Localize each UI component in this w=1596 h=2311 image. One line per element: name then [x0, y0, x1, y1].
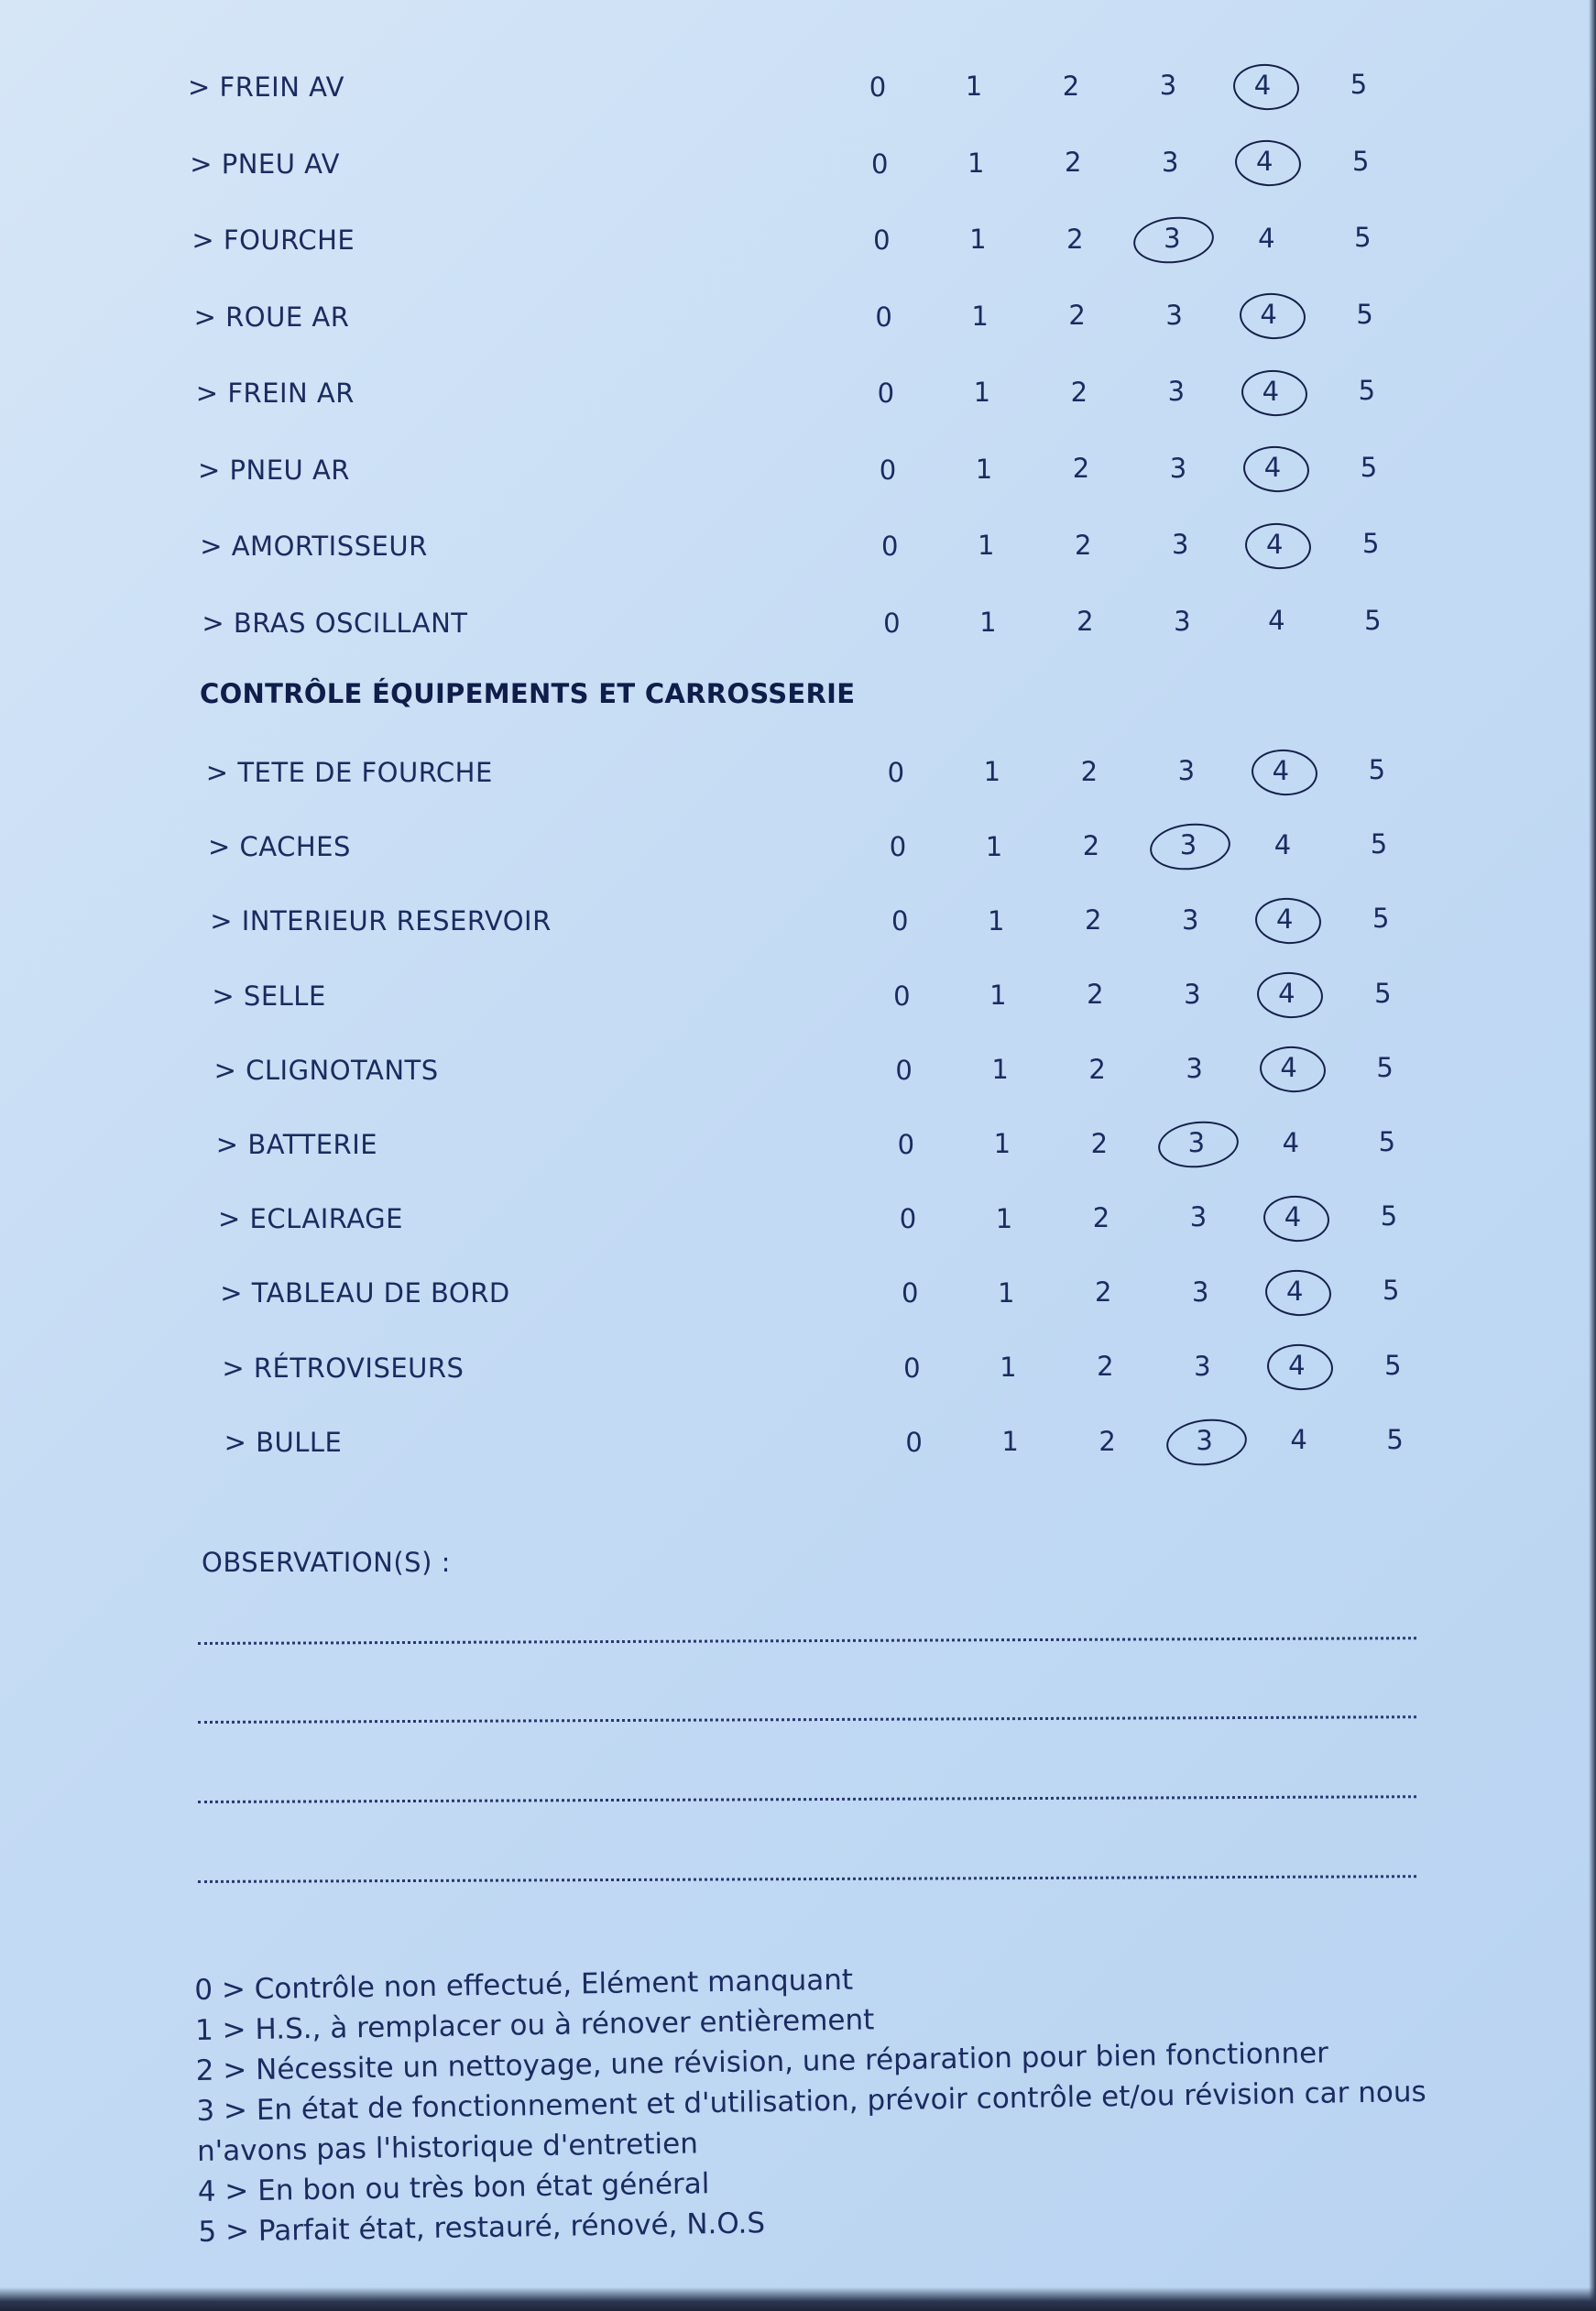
score-option-4[interactable]: 4	[1280, 1052, 1297, 1084]
score-option-0[interactable]: 0	[897, 1129, 915, 1160]
inspection-item-label: > FREIN AR	[195, 378, 355, 409]
score-option-3[interactable]: 3	[1174, 605, 1191, 637]
score-option-4[interactable]: 4	[1290, 1424, 1307, 1456]
score-option-2[interactable]: 2	[1064, 147, 1082, 179]
legend-line-2: 2 > Nécessite un nettoyage, une révision, une réparation pour bien fonctionner	[195, 2036, 1329, 2087]
score-option-5[interactable]: 5	[1356, 298, 1373, 330]
score-option-3[interactable]: 3	[1171, 529, 1189, 561]
inspection-item-label: > FOURCHE	[191, 225, 355, 256]
score-option-2[interactable]: 2	[1068, 300, 1086, 332]
score-option-2[interactable]: 2	[1090, 1127, 1109, 1159]
score-option-3[interactable]: 3	[1179, 829, 1197, 861]
score-option-5[interactable]: 5	[1376, 1051, 1394, 1083]
score-option-1[interactable]: 1	[993, 1128, 1011, 1160]
legend	[194, 1950, 1500, 2252]
inspection-item-label: > BATTERIE	[215, 1129, 378, 1160]
score-option-5[interactable]: 5	[1372, 903, 1390, 935]
score-option-4[interactable]: 4	[1282, 1126, 1300, 1158]
score-option-1[interactable]: 1	[995, 1202, 1013, 1234]
score-option-5[interactable]: 5	[1350, 69, 1368, 100]
score-option-2[interactable]: 2	[1080, 755, 1099, 787]
score-option-4[interactable]: 4	[1268, 605, 1285, 637]
observation-line-2[interactable]	[198, 1715, 1416, 1724]
score-option-1[interactable]: 1	[991, 1054, 1009, 1086]
score-option-3[interactable]: 3	[1189, 1201, 1208, 1233]
score-option-5[interactable]: 5	[1384, 1349, 1402, 1381]
inspection-item-label: > AMORTISSEUR	[200, 531, 428, 562]
score-option-2[interactable]: 2	[1087, 979, 1104, 1011]
score-option-0[interactable]: 0	[869, 71, 887, 103]
inspection-item-label: > SELLE	[212, 980, 326, 1012]
score-option-2[interactable]: 2	[1094, 1276, 1112, 1309]
inspection-row	[0, 71, 1596, 126]
score-option-4[interactable]: 4	[1274, 828, 1292, 860]
inspection-item-label: > BULLE	[224, 1426, 343, 1458]
score-option-0[interactable]: 0	[870, 148, 889, 180]
score-option-1[interactable]: 1	[967, 147, 985, 179]
score-option-2[interactable]: 2	[1074, 529, 1092, 561]
inspection-row	[0, 451, 1596, 509]
score-option-0[interactable]: 0	[887, 757, 905, 788]
score-option-1[interactable]: 1	[979, 606, 997, 638]
score-option-0[interactable]: 0	[879, 454, 897, 486]
score-option-3[interactable]: 3	[1196, 1425, 1213, 1456]
score-option-4[interactable]: 4	[1285, 1276, 1304, 1307]
score-option-4[interactable]: 4	[1263, 452, 1282, 484]
observation-line-3[interactable]	[198, 1795, 1416, 1803]
inspection-row	[0, 1200, 1596, 1258]
score-option-3[interactable]: 3	[1187, 1127, 1206, 1159]
score-option-4[interactable]: 4	[1275, 904, 1294, 935]
score-option-5[interactable]: 5	[1374, 977, 1392, 1009]
score-option-5[interactable]: 5	[1378, 1126, 1396, 1157]
score-option-1[interactable]: 1	[997, 1276, 1015, 1309]
score-option-1[interactable]: 1	[985, 830, 1003, 862]
score-option-4[interactable]: 4	[1272, 754, 1290, 786]
inspection-item-label: > CACHES	[208, 831, 351, 863]
score-option-4[interactable]: 4	[1265, 528, 1284, 560]
score-option-1[interactable]: 1	[973, 377, 991, 409]
inspection-item-label: > ROUE AR	[193, 301, 350, 333]
score-option-1[interactable]: 1	[965, 71, 983, 103]
score-option-5[interactable]: 5	[1380, 1200, 1398, 1232]
score-option-2[interactable]: 2	[1097, 1351, 1114, 1383]
score-option-2[interactable]: 2	[1062, 70, 1080, 102]
score-option-5[interactable]: 5	[1370, 828, 1388, 860]
score-option-1[interactable]: 1	[1001, 1426, 1019, 1458]
score-option-2[interactable]: 2	[1084, 904, 1102, 936]
score-option-1[interactable]: 1	[987, 904, 1005, 936]
score-option-5[interactable]: 5	[1354, 222, 1372, 253]
score-option-4[interactable]: 4	[1288, 1350, 1306, 1382]
score-option-5[interactable]: 5	[1364, 604, 1382, 636]
inspection-item-label: > INTERIEUR RESERVOIR	[210, 905, 552, 937]
legend-line-5: 5 > Parfait état, restauré, rénové, N.O.S	[198, 2207, 766, 2249]
score-option-0[interactable]: 0	[877, 378, 895, 409]
score-option-4[interactable]: 4	[1255, 146, 1274, 178]
inspection-row	[0, 828, 1596, 886]
legend-line-3-continued: n'avons pas l'historique d'entretien	[196, 2127, 699, 2168]
score-option-0[interactable]: 0	[880, 531, 899, 562]
score-option-5[interactable]: 5	[1382, 1275, 1400, 1307]
score-option-2[interactable]: 2	[1070, 376, 1088, 408]
score-option-2[interactable]: 2	[1082, 830, 1100, 861]
score-option-2[interactable]: 2	[1099, 1425, 1116, 1457]
score-option-0[interactable]: 0	[905, 1426, 923, 1458]
inspection-row	[0, 145, 1596, 203]
score-option-5[interactable]: 5	[1351, 145, 1370, 177]
score-option-0[interactable]: 0	[893, 980, 911, 1012]
legend-line-4: 4 > En bon ou très bon état général	[197, 2167, 710, 2208]
inspection-row	[0, 375, 1596, 433]
inspection-row	[0, 222, 1596, 279]
inspection-row	[0, 1277, 1596, 1332]
score-option-5[interactable]: 5	[1386, 1423, 1404, 1455]
score-option-3[interactable]: 3	[1165, 299, 1183, 331]
score-option-0[interactable]: 0	[889, 831, 907, 863]
score-option-4[interactable]: 4	[1278, 978, 1295, 1010]
score-option-2[interactable]: 2	[1088, 1053, 1106, 1085]
score-option-3[interactable]: 3	[1161, 146, 1179, 178]
inspection-row	[0, 1349, 1596, 1407]
score-option-4[interactable]: 4	[1253, 69, 1272, 101]
score-option-1[interactable]: 1	[989, 980, 1007, 1011]
score-option-0[interactable]: 0	[891, 905, 909, 937]
inspection-row	[0, 604, 1596, 663]
inspection-item-label: > CLIGNOTANTS	[213, 1054, 439, 1086]
inspection-item-label: > ECLAIRAGE	[218, 1203, 403, 1235]
score-option-3[interactable]: 3	[1167, 376, 1186, 408]
inspection-item-label: > RÉTROVISEURS	[222, 1352, 465, 1384]
score-option-4[interactable]: 4	[1260, 299, 1277, 331]
score-option-1[interactable]: 1	[975, 453, 993, 485]
score-option-1[interactable]: 1	[977, 530, 995, 562]
score-option-3[interactable]: 3	[1177, 755, 1196, 787]
score-option-3[interactable]: 3	[1194, 1350, 1211, 1382]
score-option-3[interactable]: 3	[1164, 223, 1181, 255]
score-option-2[interactable]: 2	[1072, 453, 1090, 485]
score-option-4[interactable]: 4	[1262, 375, 1280, 407]
inspection-row	[0, 754, 1596, 812]
observations-title: OBSERVATION(S) :	[202, 1547, 451, 1578]
score-option-0[interactable]: 0	[901, 1277, 919, 1309]
score-option-0[interactable]: 0	[875, 301, 892, 333]
inspection-item-label: > PNEU AV	[190, 148, 340, 180]
page-edge-shadow	[1589, 0, 1596, 2311]
score-option-3[interactable]: 3	[1159, 70, 1177, 102]
score-option-2[interactable]: 2	[1066, 223, 1084, 255]
inspection-row	[0, 298, 1596, 356]
inspection-item-label: > FREIN AV	[188, 71, 344, 103]
score-option-3[interactable]: 3	[1191, 1276, 1209, 1308]
score-option-2[interactable]: 2	[1092, 1202, 1110, 1233]
score-option-3[interactable]: 3	[1181, 904, 1199, 936]
inspection-row	[0, 1423, 1596, 1482]
page-bottom-shadow	[0, 2287, 1596, 2311]
score-option-1[interactable]: 1	[969, 224, 987, 256]
score-option-5[interactable]: 5	[1358, 375, 1376, 406]
score-option-0[interactable]: 0	[883, 607, 901, 639]
inspection-item-label: > BRAS OSCILLANT	[202, 607, 468, 639]
score-option-1[interactable]: 1	[971, 300, 989, 332]
score-option-0[interactable]: 0	[903, 1352, 921, 1384]
inspection-item-label: > TETE DE FOURCHE	[205, 757, 493, 788]
score-option-3[interactable]: 3	[1169, 452, 1187, 484]
score-option-3[interactable]: 3	[1186, 1053, 1203, 1084]
inspection-item-label: > TABLEAU DE BORD	[220, 1277, 510, 1309]
score-option-5[interactable]: 5	[1360, 451, 1378, 483]
legend-line-0: 0 > Contrôle non effectué, Elément manquant	[194, 1963, 854, 2007]
score-option-0[interactable]: 0	[895, 1054, 913, 1086]
score-option-0[interactable]: 0	[899, 1203, 917, 1235]
score-option-0[interactable]: 0	[873, 225, 891, 256]
score-option-5[interactable]: 5	[1368, 754, 1386, 785]
observation-line-4[interactable]	[198, 1875, 1416, 1883]
inspection-row	[0, 1126, 1596, 1184]
observation-line-1[interactable]	[198, 1637, 1416, 1645]
inspection-row	[0, 905, 1596, 960]
inspection-row	[0, 528, 1596, 586]
score-option-4[interactable]: 4	[1258, 222, 1275, 254]
inspection-item-label: > PNEU AR	[198, 454, 350, 486]
score-option-3[interactable]: 3	[1184, 978, 1201, 1010]
score-option-2[interactable]: 2	[1077, 606, 1094, 638]
legend-line-1: 1 > H.S., à remplacer ou à rénover entièrement	[194, 2003, 875, 2047]
score-option-1[interactable]: 1	[1000, 1352, 1017, 1383]
inspection-row	[0, 977, 1596, 1035]
legend-line-3: 3 > En état de fonctionnement et d'utilisation, prévoir contrôle et/ou révision car nous	[196, 2075, 1427, 2128]
score-option-4[interactable]: 4	[1284, 1200, 1302, 1232]
score-option-1[interactable]: 1	[983, 756, 1001, 788]
score-option-5[interactable]: 5	[1361, 528, 1380, 559]
inspection-row	[0, 1051, 1596, 1110]
section-title-equipment: CONTRÔLE ÉQUIPEMENTS ET CARROSSERIE	[200, 678, 856, 709]
